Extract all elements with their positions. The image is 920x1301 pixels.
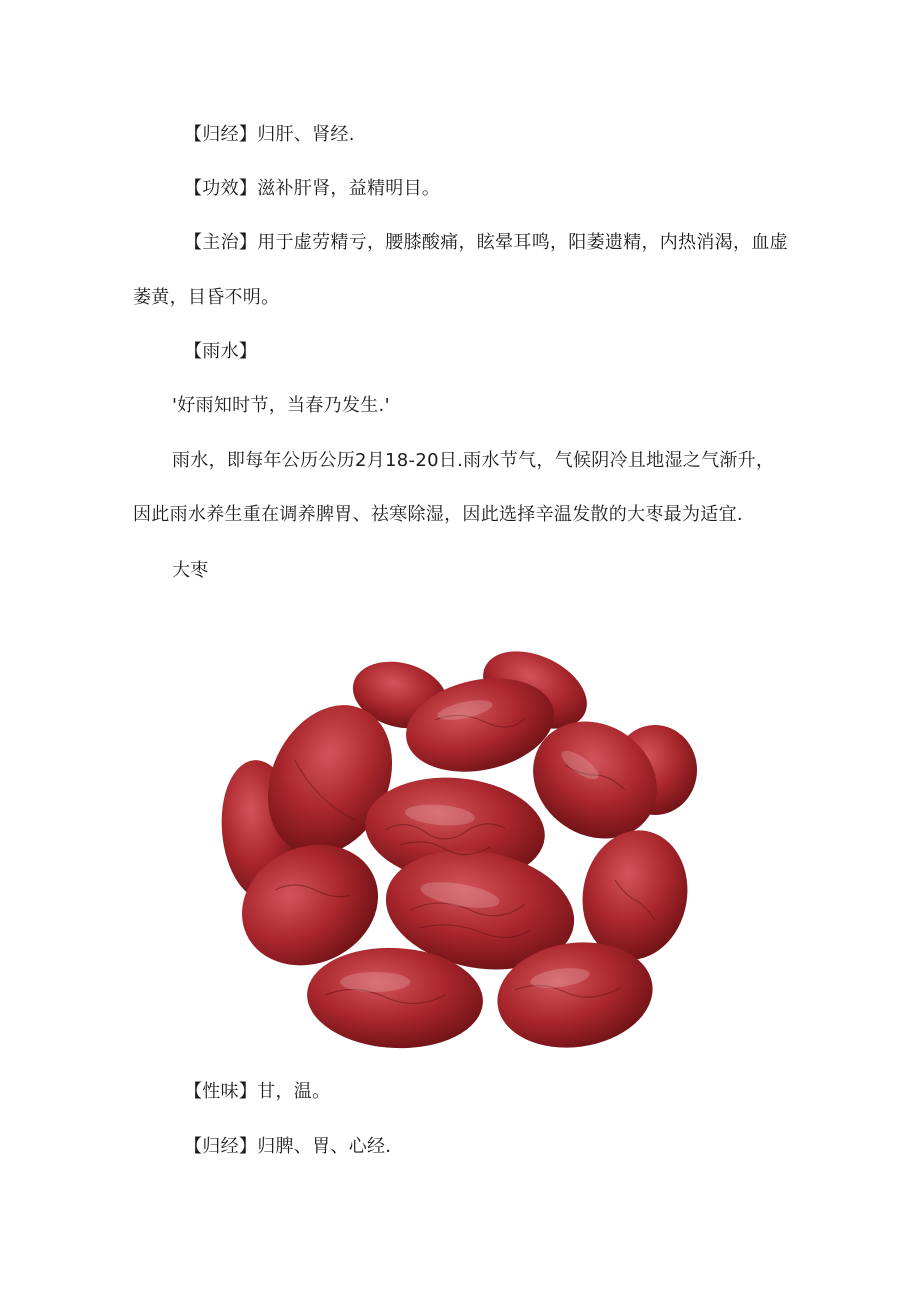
intro-line-1: 雨水，即每年公历公历2月18-20日.雨水节气，气候阴冷且地湿之气渐升， [172,450,775,471]
section-heading-yushui: 【雨水】 [184,341,258,362]
efficacy-line: 【功效】滋补肝肾，益精明目。 [184,178,441,199]
meridian-line-date: 【归经】归脾、胃、心经. [184,1136,392,1157]
indication-line-2: 萎黄，目昏不明。 [133,287,280,308]
red-dates-illustration [215,640,705,1060]
nature-flavor-line: 【性味】甘，温。 [184,1081,331,1102]
red-dates-photo [215,640,705,1060]
poem-quote: '好雨知时节，当春乃发生.' [172,395,390,416]
intro-line-2: 因此雨水养生重在调养脾胃、祛寒除湿，因此选择辛温发散的大枣最为适宜. [133,504,743,525]
meridian-line-goji: 【归经】归肝、肾经. [184,124,355,145]
herb-name: 大枣 [172,560,209,581]
indication-line-1: 【主治】用于虚劳精亏，腰膝酸痛，眩晕耳鸣，阳萎遗精，内热消渴，血虚 [184,232,788,253]
